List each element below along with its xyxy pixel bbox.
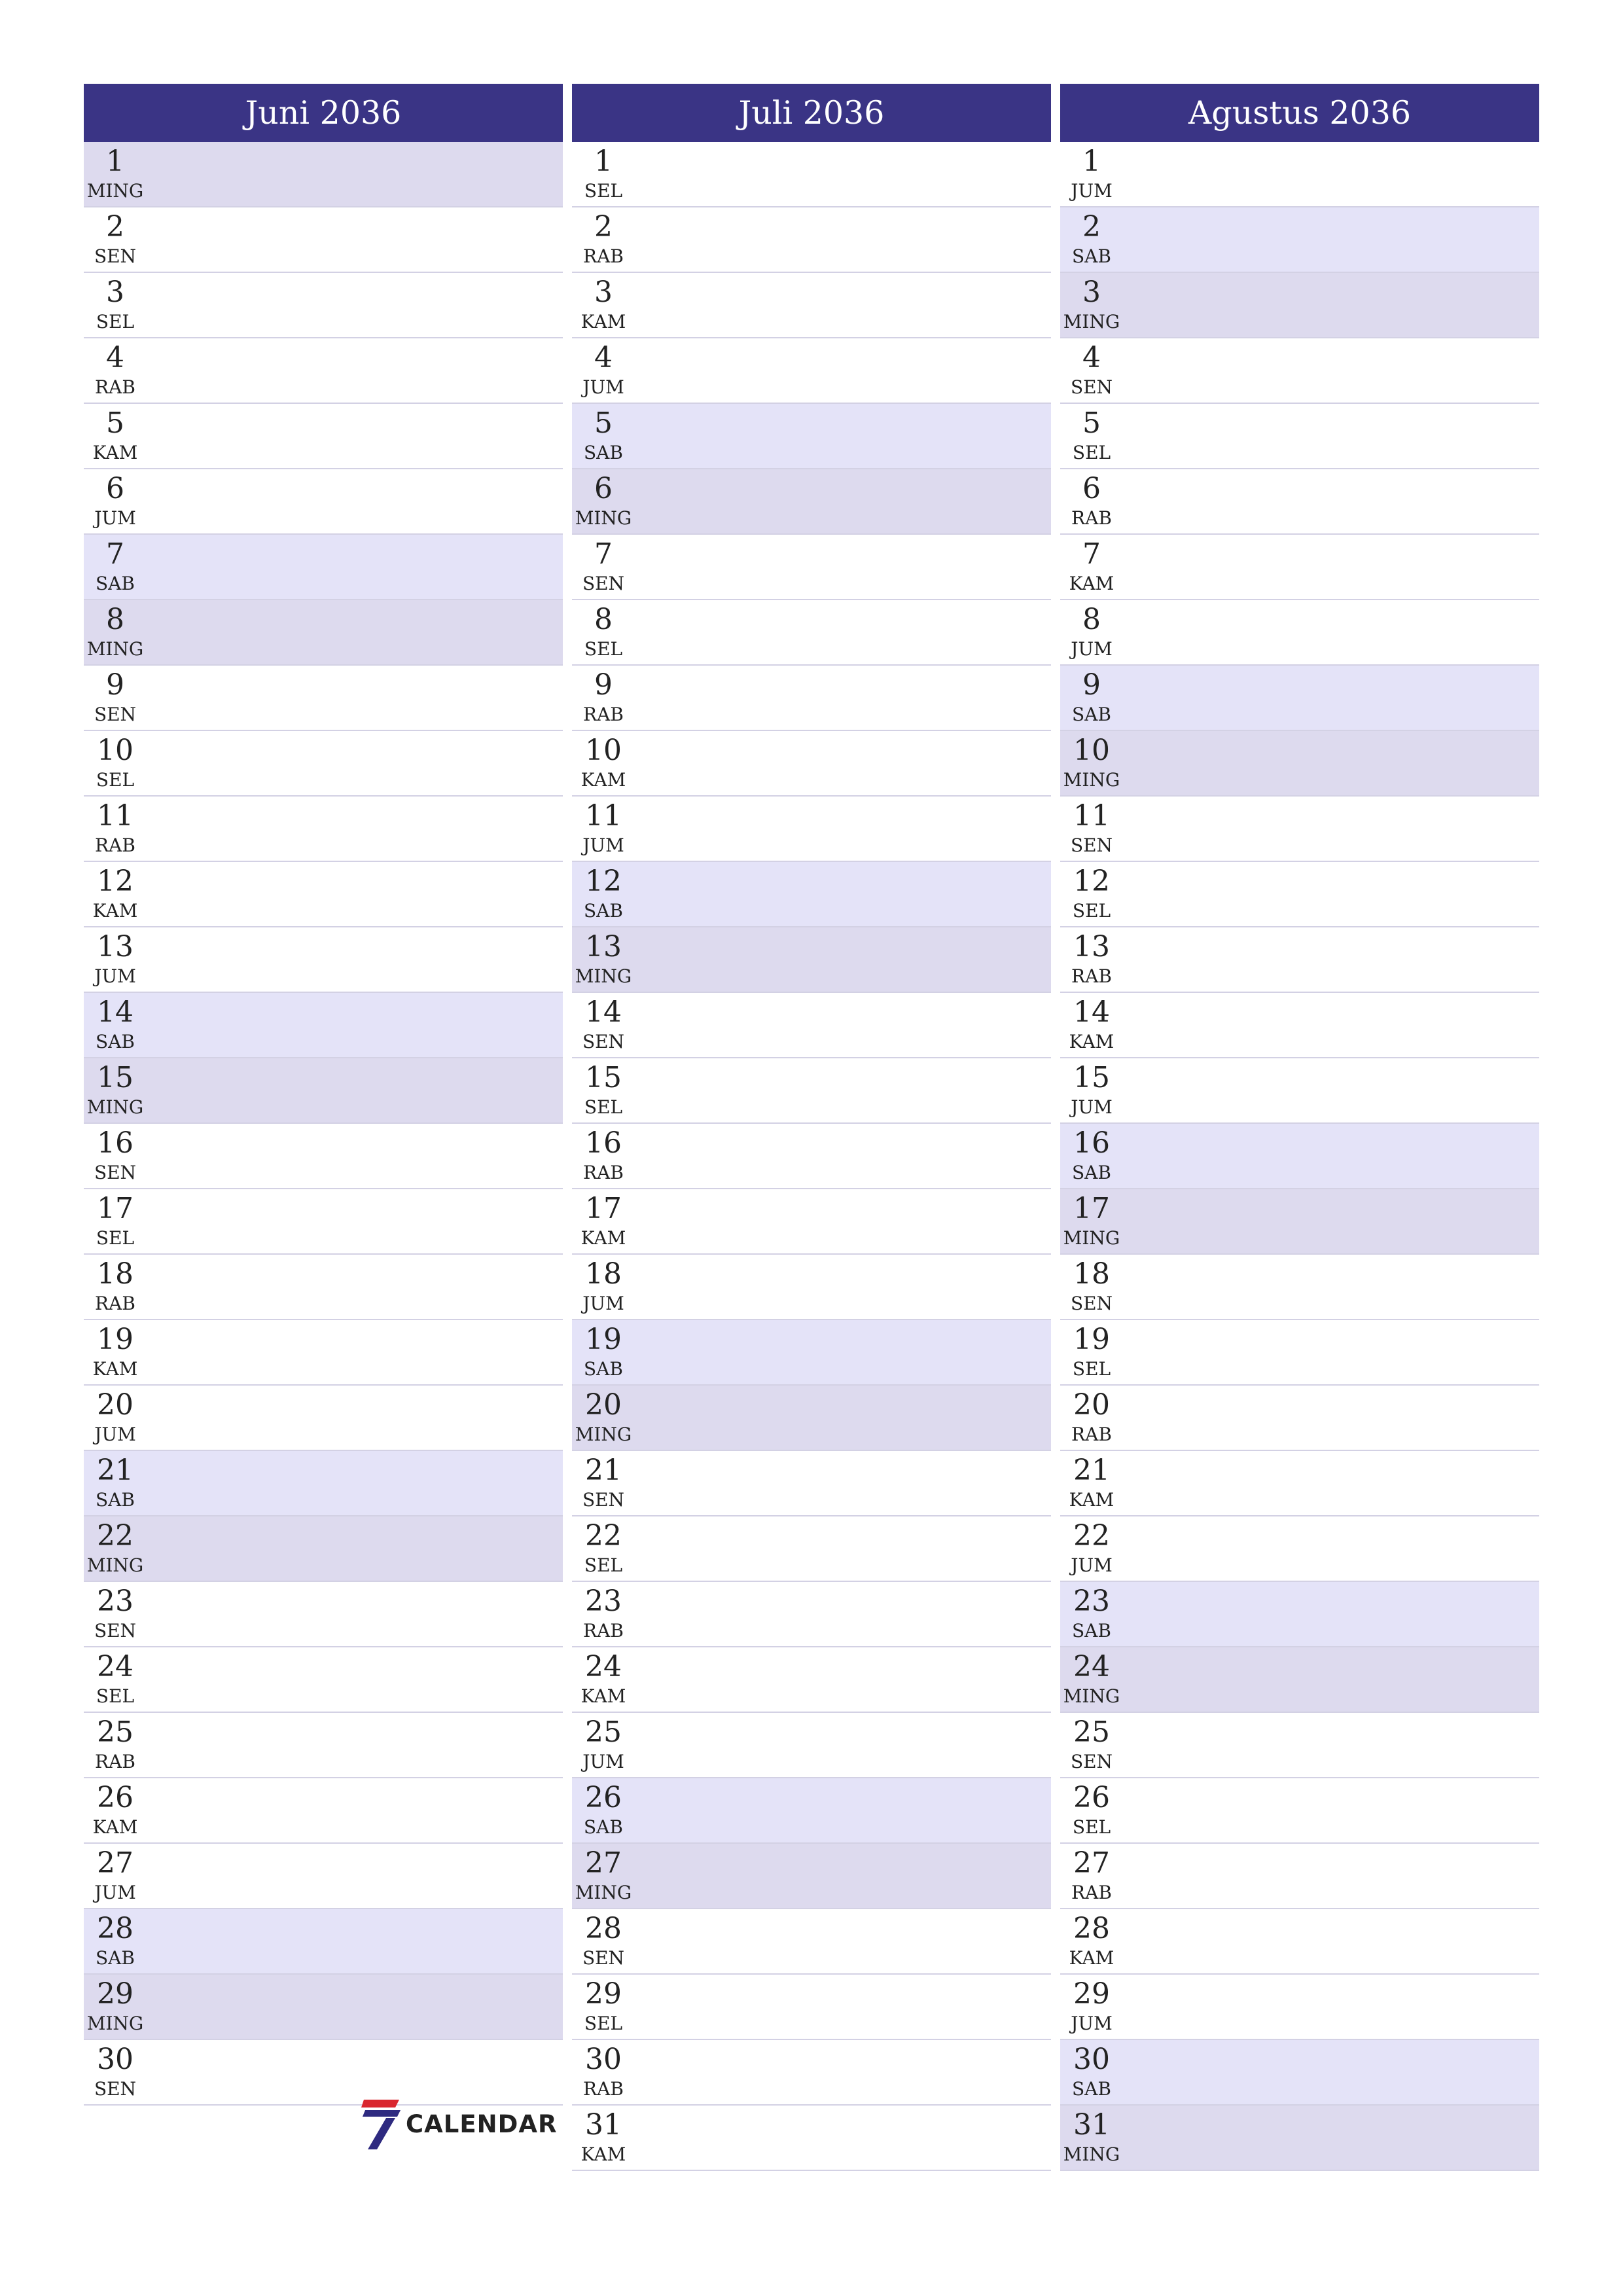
day-name: SEL xyxy=(584,2013,623,2034)
day-name: SEN xyxy=(1070,1751,1113,1772)
day-name: SEN xyxy=(582,1031,625,1052)
day-number: 10 xyxy=(97,734,134,767)
day-name: RAB xyxy=(1071,1424,1112,1445)
day-row xyxy=(1060,2106,1539,2171)
day-name: SAB xyxy=(1072,245,1111,267)
day-row xyxy=(84,404,563,469)
day-row xyxy=(572,862,1051,927)
day-row xyxy=(1060,469,1539,535)
day-row xyxy=(572,666,1051,731)
day-row xyxy=(84,731,563,797)
day-number: 29 xyxy=(97,1977,134,2011)
day-number: 4 xyxy=(106,341,124,374)
day-name: RAB xyxy=(1071,507,1112,529)
day-name: SAB xyxy=(584,1358,623,1380)
day-list xyxy=(1060,142,1539,2171)
day-row xyxy=(84,1189,563,1255)
day-number: 10 xyxy=(585,734,622,767)
day-row xyxy=(572,273,1051,338)
day-row xyxy=(1060,338,1539,404)
day-row xyxy=(84,666,563,731)
day-row xyxy=(1060,666,1539,731)
day-row xyxy=(84,273,563,338)
day-number: 29 xyxy=(1073,1977,1110,2011)
day-row xyxy=(1060,142,1539,207)
day-row xyxy=(84,600,563,666)
day-name: SAB xyxy=(96,1031,135,1052)
day-number: 26 xyxy=(97,1781,134,1814)
day-name: KAM xyxy=(92,1816,138,1838)
day-row xyxy=(1060,797,1539,862)
day-name: JUM xyxy=(582,376,624,398)
day-name: SEL xyxy=(584,1096,623,1118)
day-row xyxy=(1060,1778,1539,1844)
day-name: MING xyxy=(575,507,632,529)
day-name: KAM xyxy=(92,442,138,463)
day-name: MING xyxy=(86,1554,144,1576)
day-number: 13 xyxy=(1073,930,1110,963)
day-number: 28 xyxy=(1073,1912,1110,1945)
day-name: SEL xyxy=(1072,900,1111,922)
day-row xyxy=(572,1516,1051,1582)
day-row xyxy=(84,862,563,927)
day-name: SEL xyxy=(96,1227,135,1249)
day-number: 17 xyxy=(97,1192,134,1225)
day-row xyxy=(572,1320,1051,1386)
day-name: SEN xyxy=(1070,1293,1113,1314)
day-row xyxy=(1060,404,1539,469)
day-number: 5 xyxy=(1082,406,1101,440)
day-name: SEN xyxy=(94,1162,137,1183)
day-row xyxy=(84,1516,563,1582)
day-number: 19 xyxy=(585,1323,622,1356)
day-row xyxy=(572,1255,1051,1320)
day-row xyxy=(572,993,1051,1058)
day-name: JUM xyxy=(1071,1554,1113,1576)
day-row xyxy=(572,1647,1051,1713)
day-name: JUM xyxy=(582,834,624,856)
day-row xyxy=(1060,1516,1539,1582)
day-row xyxy=(1060,1844,1539,1909)
logo xyxy=(361,2098,558,2151)
day-name: SEL xyxy=(1072,442,1111,463)
day-row xyxy=(1060,1320,1539,1386)
day-number: 27 xyxy=(1073,1846,1110,1880)
day-name: KAM xyxy=(1069,1031,1115,1052)
day-row xyxy=(572,1124,1051,1189)
day-name: KAM xyxy=(92,900,138,922)
day-number: 16 xyxy=(97,1126,134,1160)
day-number: 24 xyxy=(97,1650,134,1683)
day-number: 3 xyxy=(106,276,124,309)
day-row xyxy=(572,1189,1051,1255)
day-name: RAB xyxy=(1071,965,1112,987)
day-number: 17 xyxy=(1073,1192,1110,1225)
day-number: 7 xyxy=(1082,537,1101,571)
day-name: SAB xyxy=(584,900,623,922)
day-name: SAB xyxy=(1072,1620,1111,1641)
day-row xyxy=(84,1255,563,1320)
day-name: SEL xyxy=(1072,1816,1111,1838)
day-row xyxy=(572,2040,1051,2106)
day-row xyxy=(84,1844,563,1909)
day-name: MING xyxy=(1063,769,1120,791)
day-number: 26 xyxy=(1073,1781,1110,1814)
day-row xyxy=(572,404,1051,469)
day-row xyxy=(84,1582,563,1647)
day-number: 21 xyxy=(585,1454,622,1487)
day-number: 8 xyxy=(1082,603,1101,636)
day-name: SEL xyxy=(96,311,135,332)
day-name: RAB xyxy=(583,1620,624,1641)
day-name: JUM xyxy=(1071,1096,1113,1118)
day-number: 23 xyxy=(1073,1585,1110,1618)
day-number: 29 xyxy=(585,1977,622,2011)
day-name: MING xyxy=(86,180,144,202)
day-name: SAB xyxy=(1072,1162,1111,1183)
day-name: JUM xyxy=(1071,180,1113,202)
day-number: 14 xyxy=(1073,996,1110,1029)
day-name: SEL xyxy=(584,1554,623,1576)
day-row xyxy=(572,469,1051,535)
day-number: 31 xyxy=(1073,2108,1110,2142)
day-name: KAM xyxy=(1069,1947,1115,1969)
seven-logo-icon xyxy=(361,2098,402,2151)
day-row xyxy=(84,927,563,993)
day-number: 2 xyxy=(594,210,613,243)
day-row xyxy=(84,2040,563,2106)
day-row xyxy=(84,535,563,600)
day-number: 28 xyxy=(585,1912,622,1945)
day-number: 8 xyxy=(594,603,613,636)
day-row xyxy=(84,1058,563,1124)
day-row xyxy=(84,1386,563,1451)
day-number: 28 xyxy=(97,1912,134,1945)
day-name: JUM xyxy=(94,965,136,987)
day-number: 22 xyxy=(1073,1519,1110,1552)
day-number: 24 xyxy=(585,1650,622,1683)
day-name: JUM xyxy=(1071,2013,1113,2034)
day-row xyxy=(572,927,1051,993)
day-row xyxy=(572,1386,1051,1451)
day-row xyxy=(84,1975,563,2040)
day-number: 22 xyxy=(97,1519,134,1552)
day-row xyxy=(84,1909,563,1975)
day-row xyxy=(1060,1058,1539,1124)
day-name: SAB xyxy=(584,442,623,463)
day-row xyxy=(572,2106,1051,2171)
day-row xyxy=(1060,600,1539,666)
day-name: SEN xyxy=(94,245,137,267)
day-number: 30 xyxy=(1073,2043,1110,2076)
day-name: SAB xyxy=(1072,704,1111,725)
day-name: MING xyxy=(575,965,632,987)
day-number: 19 xyxy=(97,1323,134,1356)
day-number: 4 xyxy=(1082,341,1101,374)
day-name: SAB xyxy=(96,573,135,594)
day-row xyxy=(84,993,563,1058)
day-name: KAM xyxy=(580,1227,626,1249)
day-row xyxy=(1060,1582,1539,1647)
day-name: RAB xyxy=(95,376,135,398)
day-number: 1 xyxy=(594,145,613,178)
day-name: SEN xyxy=(1070,834,1113,856)
day-number: 20 xyxy=(97,1388,134,1422)
day-row xyxy=(1060,1713,1539,1778)
day-row xyxy=(572,1058,1051,1124)
day-name: KAM xyxy=(580,1685,626,1707)
day-row xyxy=(84,338,563,404)
day-number: 30 xyxy=(585,2043,622,2076)
day-row xyxy=(572,1451,1051,1516)
day-number: 16 xyxy=(1073,1126,1110,1160)
day-name: SEN xyxy=(582,1489,625,1511)
day-number: 9 xyxy=(1082,668,1101,702)
day-name: SAB xyxy=(96,1489,135,1511)
day-name: JUM xyxy=(94,1424,136,1445)
day-number: 12 xyxy=(585,865,622,898)
day-name: MING xyxy=(86,2013,144,2034)
day-number: 17 xyxy=(585,1192,622,1225)
day-row xyxy=(1060,1124,1539,1189)
day-number: 27 xyxy=(97,1846,134,1880)
day-row xyxy=(572,731,1051,797)
day-name: JUM xyxy=(1071,638,1113,660)
day-name: RAB xyxy=(583,704,624,725)
day-number: 18 xyxy=(585,1257,622,1291)
day-name: KAM xyxy=(92,1358,138,1380)
day-row xyxy=(1060,993,1539,1058)
day-name: JUM xyxy=(582,1751,624,1772)
day-name: JUM xyxy=(94,1882,136,1903)
day-name: MING xyxy=(1063,311,1120,332)
day-number: 27 xyxy=(585,1846,622,1880)
day-row xyxy=(572,1909,1051,1975)
day-row xyxy=(84,142,563,207)
logo-text: CALENDAR xyxy=(406,2110,558,2138)
day-row xyxy=(1060,273,1539,338)
day-name: SEL xyxy=(96,1685,135,1707)
day-row xyxy=(1060,862,1539,927)
day-number: 14 xyxy=(97,996,134,1029)
day-number: 7 xyxy=(594,537,613,571)
day-name: SEN xyxy=(94,1620,137,1641)
month-title: Juni 2036 xyxy=(84,84,563,142)
day-number: 6 xyxy=(1082,472,1101,505)
day-name: KAM xyxy=(580,769,626,791)
day-number: 30 xyxy=(97,2043,134,2076)
day-number: 5 xyxy=(106,406,124,440)
day-list xyxy=(572,142,1051,2171)
day-number: 16 xyxy=(585,1126,622,1160)
day-number: 25 xyxy=(585,1715,622,1749)
day-number: 15 xyxy=(1073,1061,1110,1094)
day-row xyxy=(1060,927,1539,993)
day-name: MING xyxy=(1063,1685,1120,1707)
day-name: RAB xyxy=(95,1293,135,1314)
day-row xyxy=(1060,2040,1539,2106)
day-name: SEL xyxy=(96,769,135,791)
day-row xyxy=(1060,1386,1539,1451)
day-number: 20 xyxy=(585,1388,622,1422)
day-number: 12 xyxy=(1073,865,1110,898)
day-number: 11 xyxy=(1073,799,1110,833)
day-row xyxy=(572,1844,1051,1909)
day-number: 10 xyxy=(1073,734,1110,767)
day-row xyxy=(572,1582,1051,1647)
day-row xyxy=(572,207,1051,273)
day-row xyxy=(1060,1909,1539,1975)
day-number: 1 xyxy=(1082,145,1101,178)
day-name: SEN xyxy=(1070,376,1113,398)
day-number: 7 xyxy=(106,537,124,571)
day-name: RAB xyxy=(95,834,135,856)
day-number: 6 xyxy=(106,472,124,505)
day-name: RAB xyxy=(95,1751,135,1772)
day-number: 1 xyxy=(106,145,124,178)
day-row xyxy=(1060,1451,1539,1516)
day-name: SAB xyxy=(1072,2078,1111,2100)
day-row xyxy=(1060,1647,1539,1713)
day-number: 18 xyxy=(1073,1257,1110,1291)
day-row xyxy=(84,797,563,862)
day-name: RAB xyxy=(1071,1882,1112,1903)
day-number: 25 xyxy=(97,1715,134,1749)
day-name: KAM xyxy=(580,2144,626,2165)
day-row xyxy=(1060,1975,1539,2040)
month-august xyxy=(1060,84,1539,2171)
day-row xyxy=(84,1647,563,1713)
day-row xyxy=(572,1778,1051,1844)
day-row xyxy=(1060,731,1539,797)
day-number: 12 xyxy=(97,865,134,898)
day-number: 14 xyxy=(585,996,622,1029)
day-number: 22 xyxy=(585,1519,622,1552)
day-number: 3 xyxy=(594,276,613,309)
day-row xyxy=(572,1975,1051,2040)
day-name: SEL xyxy=(584,638,623,660)
day-name: RAB xyxy=(583,2078,624,2100)
day-name: MING xyxy=(86,638,144,660)
day-number: 15 xyxy=(585,1061,622,1094)
day-name: MING xyxy=(575,1424,632,1445)
day-number: 4 xyxy=(594,341,613,374)
day-row xyxy=(84,1713,563,1778)
day-name: RAB xyxy=(583,1162,624,1183)
day-number: 6 xyxy=(594,472,613,505)
day-row xyxy=(84,469,563,535)
day-name: KAM xyxy=(1069,1489,1115,1511)
day-row xyxy=(572,535,1051,600)
month-july xyxy=(572,84,1051,2171)
day-name: SEL xyxy=(584,180,623,202)
day-number: 9 xyxy=(106,668,124,702)
day-row xyxy=(84,207,563,273)
day-list xyxy=(84,142,563,2106)
day-name: MING xyxy=(86,1096,144,1118)
day-row xyxy=(572,600,1051,666)
day-row xyxy=(84,1124,563,1189)
day-name: SEN xyxy=(94,704,137,725)
day-name: SAB xyxy=(96,1947,135,1969)
day-row xyxy=(1060,207,1539,273)
day-number: 21 xyxy=(97,1454,134,1487)
day-number: 23 xyxy=(585,1585,622,1618)
day-row xyxy=(1060,1189,1539,1255)
day-number: 5 xyxy=(594,406,613,440)
day-number: 13 xyxy=(97,930,134,963)
day-row xyxy=(1060,535,1539,600)
day-row xyxy=(572,142,1051,207)
day-row xyxy=(572,338,1051,404)
day-row xyxy=(572,1713,1051,1778)
day-name: MING xyxy=(1063,1227,1120,1249)
day-name: JUM xyxy=(94,507,136,529)
day-name: SEL xyxy=(1072,1358,1111,1380)
day-number: 13 xyxy=(585,930,622,963)
day-number: 11 xyxy=(585,799,622,833)
day-row xyxy=(1060,1255,1539,1320)
day-name: SEN xyxy=(94,2078,137,2100)
month-june xyxy=(84,84,563,2106)
day-number: 24 xyxy=(1073,1650,1110,1683)
day-name: RAB xyxy=(583,245,624,267)
day-row xyxy=(84,1778,563,1844)
day-name: KAM xyxy=(1069,573,1115,594)
day-number: 11 xyxy=(97,799,134,833)
day-row xyxy=(84,1320,563,1386)
day-name: KAM xyxy=(580,311,626,332)
day-number: 2 xyxy=(1082,210,1101,243)
day-name: SAB xyxy=(584,1816,623,1838)
day-number: 19 xyxy=(1073,1323,1110,1356)
day-number: 25 xyxy=(1073,1715,1110,1749)
day-name: JUM xyxy=(582,1293,624,1314)
day-number: 18 xyxy=(97,1257,134,1291)
day-name: MING xyxy=(1063,2144,1120,2165)
day-name: SEN xyxy=(582,573,625,594)
day-number: 2 xyxy=(106,210,124,243)
day-number: 8 xyxy=(106,603,124,636)
day-row xyxy=(572,797,1051,862)
day-name: SEN xyxy=(582,1947,625,1969)
day-number: 23 xyxy=(97,1585,134,1618)
day-number: 20 xyxy=(1073,1388,1110,1422)
day-number: 31 xyxy=(585,2108,622,2142)
day-row xyxy=(84,1451,563,1516)
day-number: 21 xyxy=(1073,1454,1110,1487)
day-number: 26 xyxy=(585,1781,622,1814)
day-number: 15 xyxy=(97,1061,134,1094)
day-number: 3 xyxy=(1082,276,1101,309)
day-name: MING xyxy=(575,1882,632,1903)
month-title: Agustus 2036 xyxy=(1060,84,1539,142)
month-title: Juli 2036 xyxy=(572,84,1051,142)
day-number: 9 xyxy=(594,668,613,702)
